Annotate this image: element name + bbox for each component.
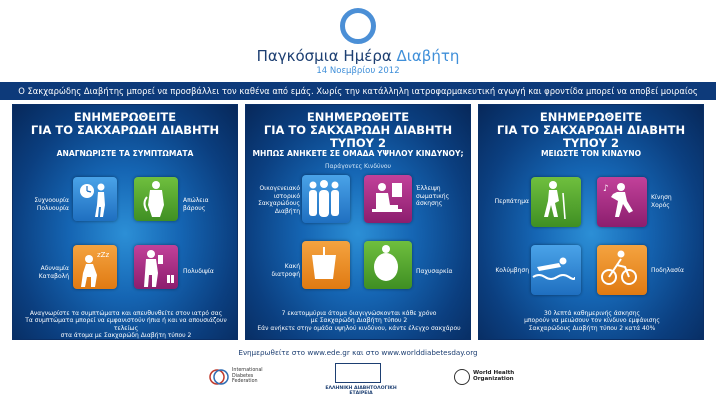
label-cycling: Ποδηλασία [651, 267, 684, 274]
who-globe-icon [454, 369, 470, 385]
panel-risk-factors [245, 104, 471, 340]
panel-reduce-risk [478, 104, 704, 340]
dance-icon [597, 177, 647, 227]
panel-footer: 7 εκατομμύρια άτομα διαγιγνώσκονται κάθε χρόνο με Σακχαρώδη Διαβήτη τύπου 2 Εάν ανήκετε στην ομάδα υψηλού κινδύνου, κάντε έλεγχο σακχάρου [257, 310, 461, 332]
panel-title-line2: ΓΙΑ ΤΟ ΣΑΚΧΑΡΩΔΗ ΔΙΑΒΗΤΗ ΤΥΠΟΥ 2 [263, 123, 453, 150]
panel-footer: Αναγνωρίστε τα συμπτώματα και απευθυνθείτε στον ιατρό σας Τα συμπτώματα μπορεί να εμφανιστούν ήπια ή και να απουσιάζουν τελείως στα άτομα με Σακχαρώδη Διαβήτη τύπου 2 [25, 310, 227, 340]
label-family-history: Οικογενειακό ιστορικό Σακχαρώδους Διαβήτη [258, 185, 300, 215]
swimming-icon [531, 245, 581, 295]
label-bad-diet: Κακή διατροφή [271, 263, 300, 278]
header [0, 0, 716, 82]
ede-emblem-icon [335, 363, 381, 383]
website-info: Ενημερωθείτε στο www.ede.gr και στο www.worlddiabetesday.org [238, 348, 478, 357]
weight-loss-icon [134, 177, 178, 221]
idf-emblem-icon [208, 366, 230, 388]
panel-title-line1: ΕΝΗΜΕΡΩΘΕΙΤΕ [306, 110, 410, 124]
panel-title-line1: ΕΝΗΜΕΡΩΘΕΙΤΕ [539, 110, 643, 124]
family-history-icon [302, 175, 350, 223]
panel-subtitle: ΜΕΙΩΣΤΕ ΤΟΝ ΚΙΝΔΥΝΟ [540, 149, 642, 158]
idf-logo [208, 364, 278, 394]
title-accent: Διαβήτη [396, 47, 460, 65]
walking-icon [531, 177, 581, 227]
blue-circle-logo-icon [340, 8, 376, 44]
panel-subtitle-secondary: Παράγοντες Κινδύνου [324, 163, 392, 170]
panel-title [246, 111, 470, 150]
label-frequent-urination: Συχνοουρία Πολυουρία [34, 197, 69, 212]
thirst-icon [134, 245, 178, 289]
bad-diet-icon [302, 241, 350, 289]
panel-title [479, 111, 703, 150]
label-dance: Κίνηση Χορός [651, 194, 672, 209]
cycling-icon [597, 245, 647, 295]
idf-logo-text: International Diabetes Federation [232, 368, 263, 385]
frequent-urination-icon [73, 177, 117, 221]
panel-symptoms [12, 104, 238, 340]
label-swimming: Κολύμβηση [495, 267, 529, 274]
sedentary-lifestyle-icon [364, 175, 412, 223]
svg-text:zZz: zZz [97, 251, 110, 259]
panel-title-line2: ΓΙΑ ΤΟ ΣΑΚΧΑΡΩΔΗ ΔΙΑΒΗΤΗ [30, 123, 220, 137]
svg-text:♪: ♪ [603, 184, 609, 194]
page-title [0, 47, 716, 65]
panel-title [13, 111, 237, 137]
panel-title-line2: ΓΙΑ ΤΟ ΣΑΚΧΑΡΩΔΗ ΔΙΑΒΗΤΗ ΤΥΠΟΥ 2 [496, 123, 686, 150]
obesity-icon [364, 241, 412, 289]
label-thirst: Πολυδιψία [183, 268, 214, 275]
label-weakness: Αδυναμία Καταβολή [38, 265, 69, 280]
info-banner: Ο Σακχαρώδης Διαβήτης μπορεί να προσβάλλει τον καθένα από εμάς. Χωρίς την κατάλληλη ιατροφαρμακευτική αγωγή και φροντίδα μπορεί να αποβεί μοιραίος [0, 82, 716, 100]
label-walking: Περπάτημα [494, 198, 529, 205]
label-obesity: Παχυσαρκία [416, 268, 453, 275]
ede-logo [313, 363, 409, 397]
panel-footer: 30 λεπτά καθημερινής άσκησης μπορούν να μειώσουν τον κίνδυνο εμφάνισης Σακχαρώδους Διαβήτη τύπου 2 κατά 40% [524, 310, 660, 332]
panel-subtitle: ΜΗΠΩΣ ΑΝΗΚΕΤΕ ΣΕ ΟΜΑΔΑ ΥΨΗΛΟΥ ΚΙΝΔΥΝΟΥ; [252, 149, 464, 158]
ede-logo-text: ΕΛΛΗΝΙΚΗ ΔΙΑΒΗΤΟΛΟΓΙΚΗ ΕΤΑΙΡΕΙΑ [325, 386, 397, 396]
title-main: Παγκόσμια Ημέρα [256, 47, 397, 65]
panel-subtitle: ΑΝΑΓΝΩΡΙΣΤΕ ΤΑ ΣΥΜΠΤΩΜΑΤΑ [56, 149, 194, 158]
label-lack-of-exercise: Έλλειψη σωματικής άσκησης [416, 185, 450, 207]
who-logo [454, 368, 518, 390]
label-weight-loss: Απώλεια βάρους [183, 197, 209, 212]
who-logo-text: World Health Organization [473, 370, 515, 383]
fatigue-icon [73, 245, 117, 289]
event-date: 14 Νοεμβρίου 2012 [316, 66, 400, 76]
panel-title-line1: ΕΝΗΜΕΡΩΘΕΙΤΕ [73, 110, 177, 124]
